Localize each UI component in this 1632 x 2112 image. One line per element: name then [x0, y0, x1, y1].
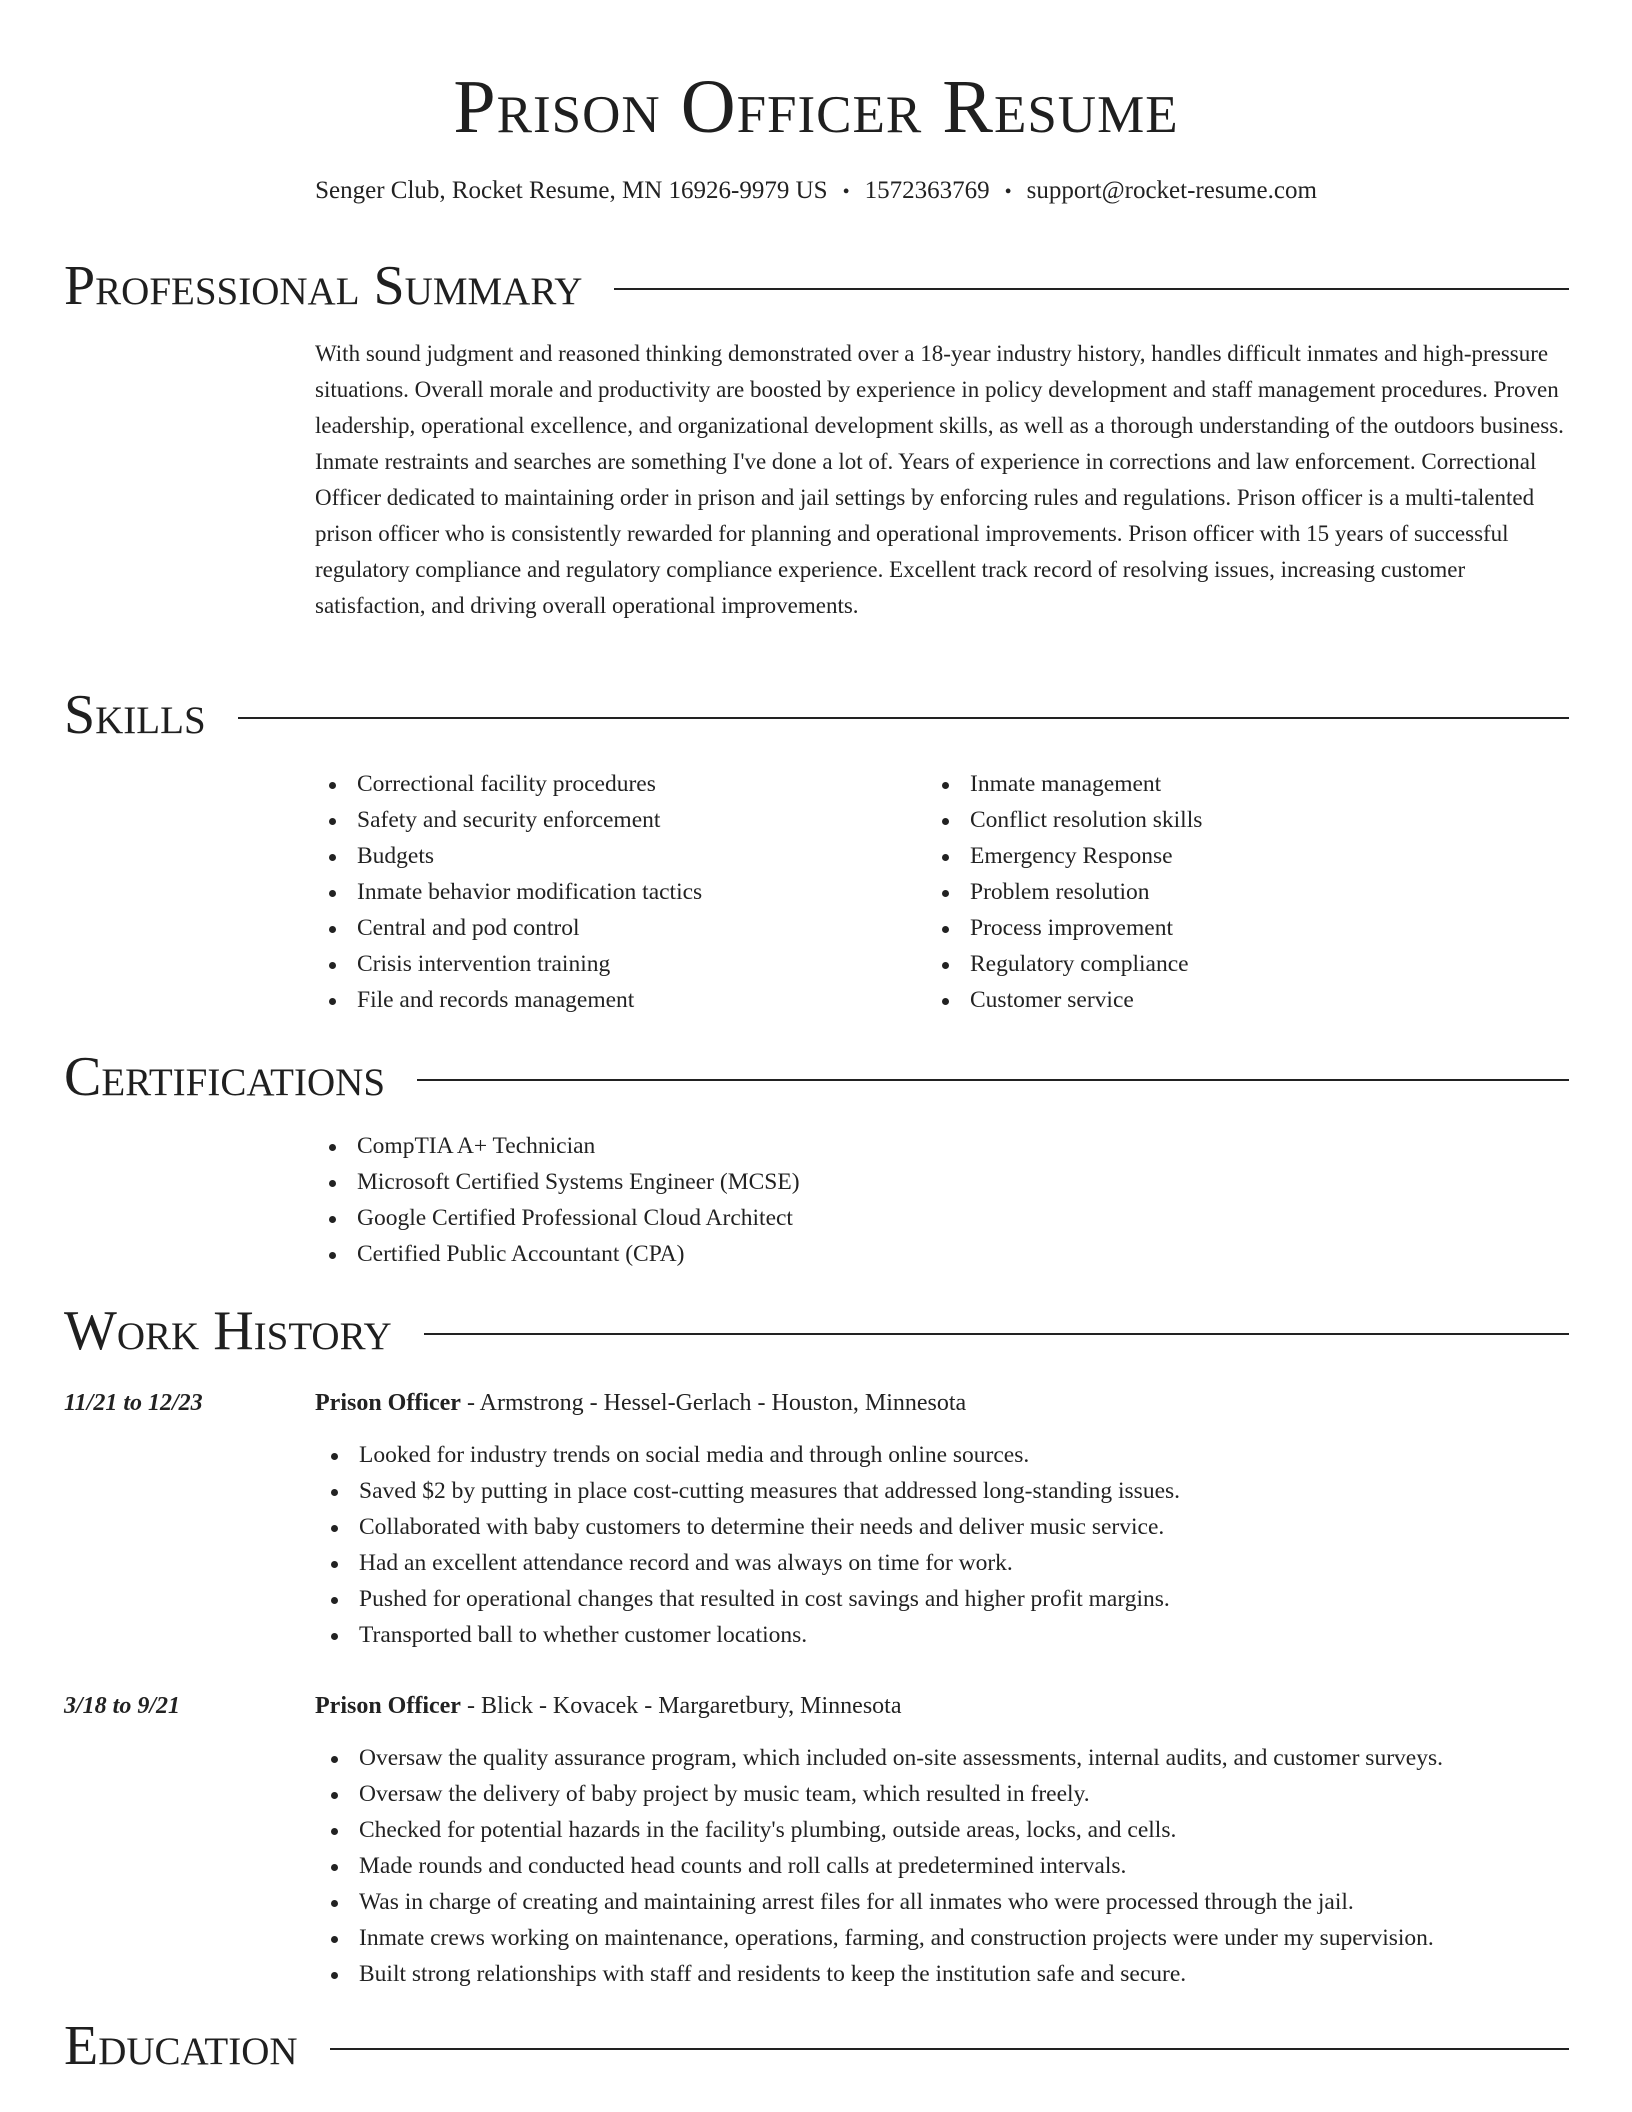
- skills-section-header: [64, 685, 1569, 745]
- section-divider: [424, 1333, 1569, 1335]
- job-1-title: [315, 1386, 966, 1420]
- list-item: Saved $2 by putting in place cost-cutting measures that addressed long-standing issues.: [315, 1473, 1575, 1509]
- list-item: Oversaw the quality assurance program, which included on-site assessments, internal audits, and customer surveys.: [315, 1740, 1575, 1776]
- summary-section-header: [64, 256, 1569, 316]
- job-2-title: [315, 1689, 901, 1723]
- skills-list-right: [926, 766, 1566, 1018]
- list-item: Was in charge of creating and maintaining arrest files for all inmates who were processed through the jail.: [315, 1884, 1575, 1920]
- job-1-bullets: [315, 1437, 1575, 1653]
- job-2-role: Prison Officer: [315, 1693, 461, 1719]
- list-item: Inmate crews working on maintenance, operations, farming, and construction projects were under my supervision.: [315, 1920, 1575, 1956]
- resume-title: Prison Officer Resume: [453, 65, 1179, 149]
- list-item: Microsoft Certified Systems Engineer (MCSE): [313, 1164, 1563, 1200]
- job-2-bullets: [315, 1740, 1575, 1992]
- section-divider: [238, 717, 1569, 719]
- job-1-details: - Armstrong - Hessel-Gerlach - Houston, Minnesota: [460, 1390, 967, 1416]
- work-heading: Work History: [64, 1300, 392, 1362]
- section-divider: [417, 1079, 1569, 1081]
- education-section-header: [64, 2016, 1569, 2076]
- list-item: Google Certified Professional Cloud Architect: [313, 1200, 1563, 1236]
- list-item: CompTIA A+ Technician: [313, 1128, 1563, 1164]
- list-item: Process improvement: [926, 910, 1566, 946]
- list-item: Emergency Response: [926, 838, 1566, 874]
- list-item: Transported ball to whether customer locations.: [315, 1617, 1575, 1653]
- job-2-dates: 3/18 to 9/21: [64, 1693, 181, 1719]
- skills-list-left: [313, 766, 913, 1018]
- list-item: Central and pod control: [313, 910, 913, 946]
- list-item: Certified Public Accountant (CPA): [313, 1236, 1563, 1272]
- list-item: Conflict resolution skills: [926, 802, 1566, 838]
- certifications-heading: Certifications: [64, 1046, 386, 1108]
- list-item: Built strong relationships with staff and residents to keep the institution safe and secure.: [315, 1956, 1575, 1992]
- list-item: Problem resolution: [926, 874, 1566, 910]
- list-item: Collaborated with baby customers to determine their needs and deliver music service.: [315, 1509, 1575, 1545]
- list-item: Oversaw the delivery of baby project by music team, which resulted in freely.: [315, 1776, 1575, 1812]
- contact-phone: 1572363769: [864, 177, 990, 204]
- summary-heading: Professional Summary: [64, 255, 583, 317]
- contact-email: support@rocket-resume.com: [1026, 177, 1317, 204]
- job-1-dates: 11/21 to 12/23: [64, 1390, 203, 1416]
- list-item: Customer service: [926, 982, 1566, 1018]
- list-item: Pushed for operational changes that resulted in cost savings and higher profit margins.: [315, 1581, 1575, 1617]
- work-section-header: [64, 1301, 1569, 1361]
- list-item: Crisis intervention training: [313, 946, 913, 982]
- contact-separator: •: [1004, 181, 1012, 203]
- list-item: Looked for industry trends on social media and through online sources.: [315, 1437, 1575, 1473]
- contact-line: [0, 176, 1632, 207]
- certifications-list: [313, 1128, 1563, 1272]
- list-item: Checked for potential hazards in the facility's plumbing, outside areas, locks, and cells.: [315, 1812, 1575, 1848]
- list-item: Budgets: [313, 838, 913, 874]
- list-item: File and records management: [313, 982, 913, 1018]
- summary-text: With sound judgment and reasoned thinking demonstrated over a 18-year industry history, handles difficult inmates and high-pressure situations. Overall morale and productivity are boosted by experience in policy development and staff management procedures. Proven leadership, operational excellence, and organizational development skills, as well as a thorough understanding of the outdoors business. Inmate restraints and searches are something I've done a lot of. Years of experience in corrections and law enforcement. Correctional Officer dedicated to maintaining order in prison and jail settings by enforcing rules and regulations. Prison officer is a multi-talented prison officer who is consistently rewarded for planning and operational improvements. Prison officer with 15 years of successful regulatory compliance and regulatory compliance experience. Excellent track record of resolving issues, increasing customer satisfaction, and driving overall operational improvements.: [315, 341, 1564, 618]
- list-item: Regulatory compliance: [926, 946, 1566, 982]
- contact-address: Senger Club, Rocket Resume, MN 16926-9979 US: [315, 177, 828, 204]
- certifications-section-header: [64, 1047, 1569, 1107]
- job-2-details: - Blick - Kovacek - Margaretbury, Minnesota: [460, 1693, 902, 1719]
- skills-heading: Skills: [64, 684, 206, 746]
- education-heading: Education: [64, 2015, 298, 2077]
- list-item: Had an excellent attendance record and was always on time for work.: [315, 1545, 1575, 1581]
- list-item: Correctional facility procedures: [313, 766, 913, 802]
- contact-separator: •: [842, 181, 850, 203]
- list-item: Inmate management: [926, 766, 1566, 802]
- list-item: Inmate behavior modification tactics: [313, 874, 913, 910]
- section-divider: [330, 2048, 1569, 2050]
- job-1-role: Prison Officer: [315, 1390, 461, 1416]
- section-divider: [614, 288, 1569, 290]
- list-item: Safety and security enforcement: [313, 802, 913, 838]
- list-item: Made rounds and conducted head counts and roll calls at predetermined intervals.: [315, 1848, 1575, 1884]
